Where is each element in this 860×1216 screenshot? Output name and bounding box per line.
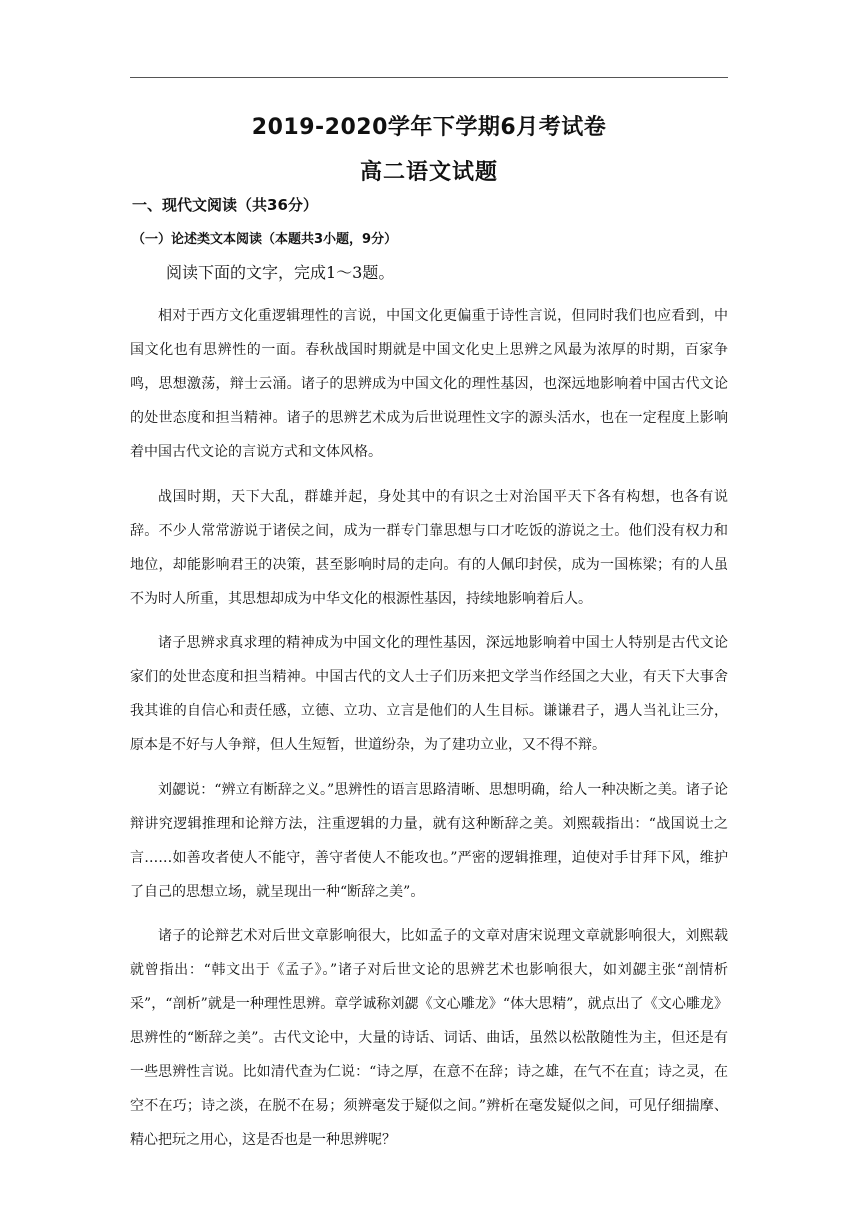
- passage-paragraph-5: 诸子的论辩艺术对后世文章影响很大，比如孟子的文章对唐宋说理文章就影响很大，刘熙载就曾指出：“韩文出于《孟子》。”诸子对后世文论的思辨艺术也影响很大，如刘勰主张“剖情析采”，“剖析”就是一种理性思辨。章学诚称刘勰《文心雕龙》“体大思精”，就点出了《文心雕龙》思辨性的“断辞之美”。古代文论中，大量的诗话、词话、曲话，虽然以松散随性为主，但还是有一些思辨性言说。比如清代查为仁说：“诗之厚，在意不在辞；诗之雄，在气不在直；诗之灵，在空不在巧；诗之淡，在脱不在易；须辨毫发于疑似之间。”辨析在毫发疑似之间，可见仔细揣摩、精心把玩之用心，这是否也是一种思辨呢？: [130, 928, 728, 1149]
- subsection-heading: （一）论述类文本阅读（本题共3小题，9分）: [132, 232, 398, 247]
- section-heading: 一、现代文阅读（共36分）: [132, 196, 318, 214]
- exam-subtitle: 高二语文试题: [359, 160, 498, 185]
- exam-title: 2019-2020学年下学期6月考试卷: [251, 115, 607, 140]
- passage-paragraph-3: 诸子思辨求真求理的精神成为中国文化的理性基因，深远地影响着中国士人特别是古代文论家们的处世态度和担当精神。中国古代的文人士子们历来把文学当作经国之大业，有天下大事舍我其谁的自信心和责任感，立德、立功、立言是他们的人生目标。谦谦君子，遇人当礼让三分，原本是不好与人争辩，但人生短暂，世道纷杂，为了建功立业，又不得不辩。: [130, 635, 728, 754]
- passage-body: [130, 299, 728, 1168]
- header-rule: [130, 77, 728, 78]
- passage-paragraph-2: 战国时期，天下大乱，群雄并起，身处其中的有识之士对治国平天下各有构想，也各有说辞。不少人常常游说于诸侯之间，成为一群专门靠思想与口才吃饭的游说之士。他们没有权力和地位，却能影响君王的决策，甚至影响时局的走向。有的人佩印封侯，成为一国栋梁；有的人虽不为时人所重，其思想却成为中华文化的根源性基因，持续地影响着后人。: [130, 488, 728, 607]
- reading-instruction: 阅读下面的文字，完成1～3题。: [166, 263, 395, 282]
- passage-paragraph-1: 相对于西方文化重逻辑理性的言说，中国文化更偏重于诗性言说，但同时我们也应看到，中国文化也有思辨性的一面。春秋战国时期就是中国文化史上思辨之风最为浓厚的时期，百家争鸣，思想激荡，辩士云涌。诸子的思辨成为中国文化的理性基因，也深远地影响着中国古代文论的处世态度和担当精神。诸子的思辨艺术成为后世说理性文字的源头活水，也在一定程度上影响着中国古代文论的言说方式和文体风格。: [130, 308, 728, 460]
- passage-paragraph-4: 刘勰说：“辨立有断辞之义。”思辨性的语言思路清晰、思想明确，给人一种决断之美。诸子论辩讲究逻辑推理和论辩方法，注重逻辑的力量，就有这种断辞之美。刘熙载指出：“战国说士之言……如善攻者使人不能守，善守者使人不能攻也。”严密的逻辑推理，迫使对手甘拜下风，维护了自己的思想立场，就呈现出一种“断辞之美”。: [130, 781, 728, 900]
